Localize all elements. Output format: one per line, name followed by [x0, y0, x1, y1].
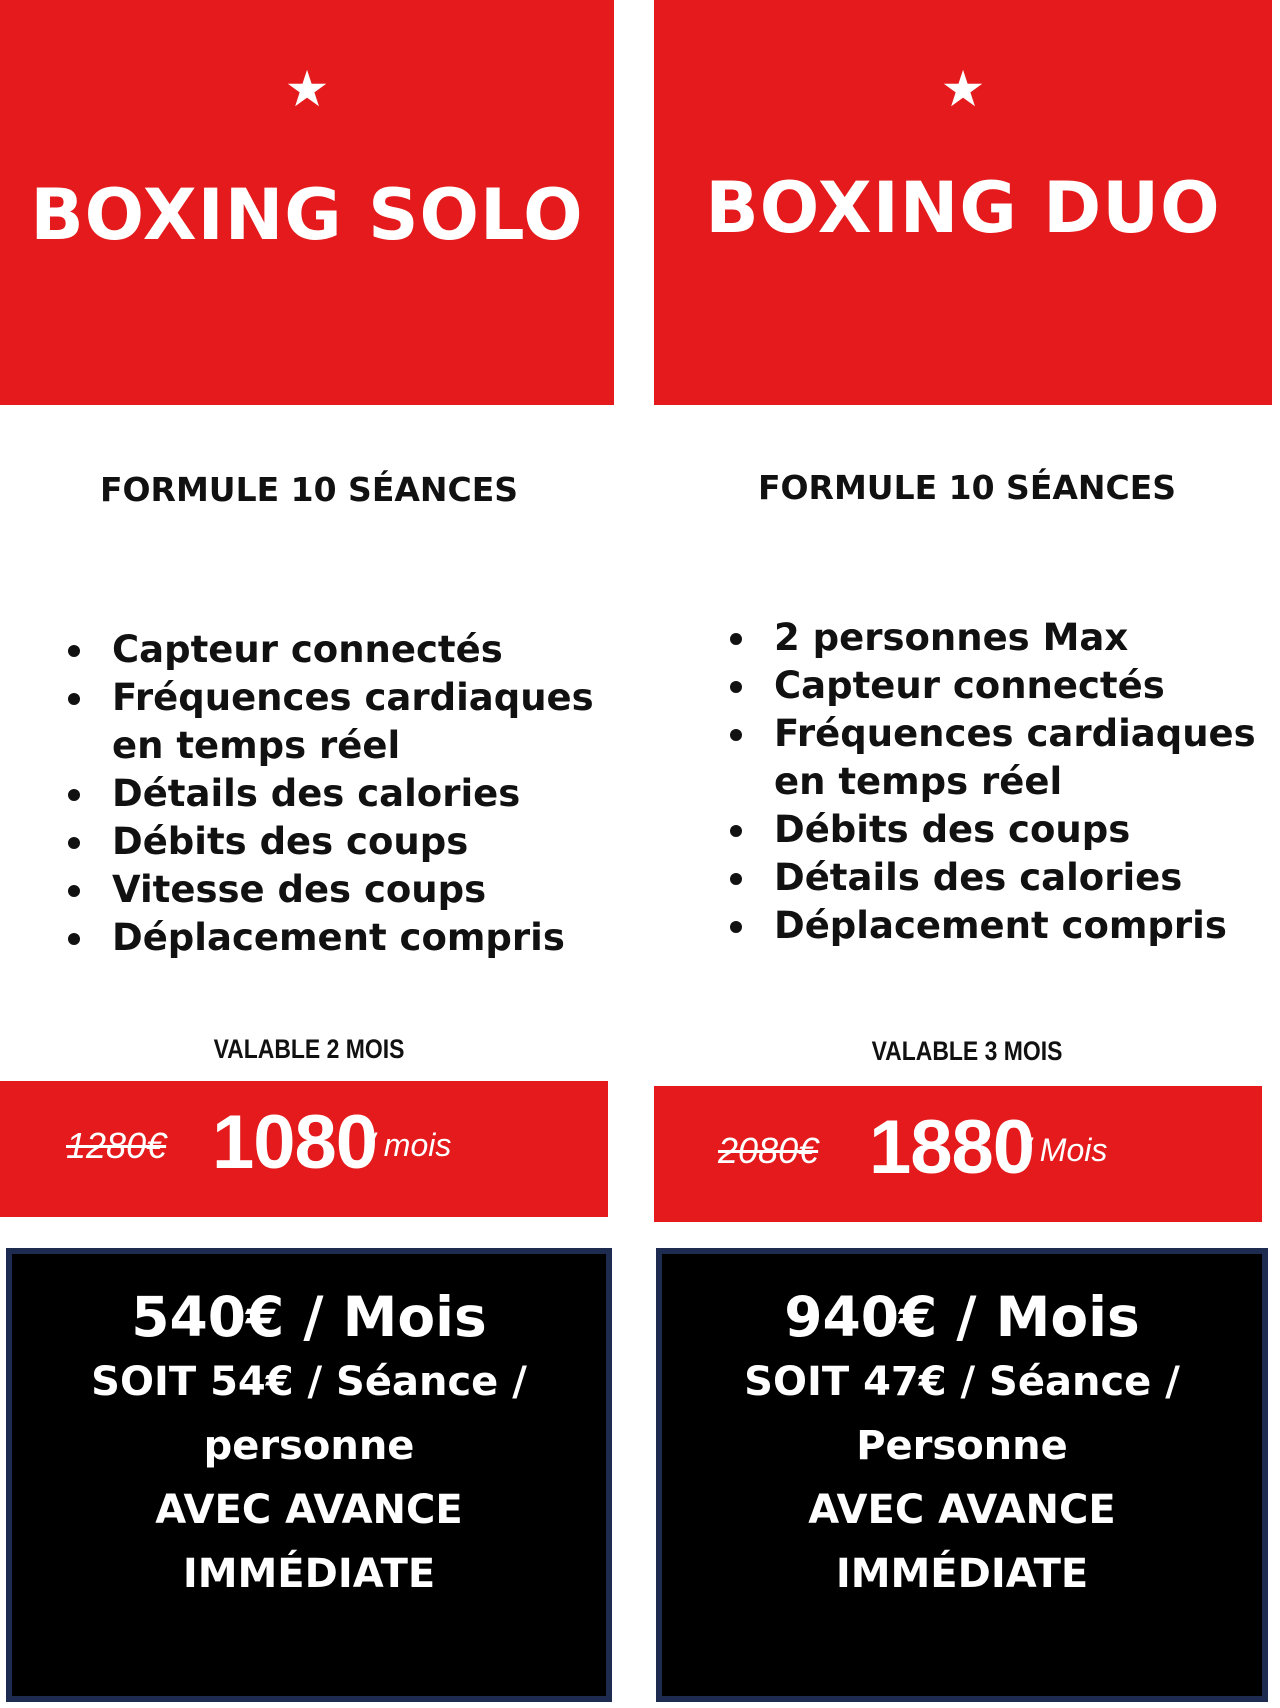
pricing-card-solo: [0, 0, 618, 1708]
price-bar: [654, 1086, 1262, 1222]
star-icon: ★: [284, 60, 330, 118]
feature-item: Détails des calories: [62, 770, 602, 818]
feature-list: [62, 626, 602, 962]
validity-label: VALABLE 3 MOIS: [871, 1036, 1063, 1066]
promo-line: Personne: [856, 1423, 1068, 1469]
promo-line: IMMÉDIATE: [835, 1551, 1089, 1597]
star-icon: ★: [940, 60, 986, 118]
feature-item: Détails des calories: [724, 854, 1264, 902]
feature-item: Débits des coups: [62, 818, 602, 866]
feature-item: Déplacement compris: [62, 914, 602, 962]
new-price: 1080: [212, 1100, 378, 1185]
price-bar: [0, 1081, 608, 1217]
promo-main-price: 540€ / Mois: [131, 1285, 487, 1349]
price-period: / Mois: [1022, 1132, 1108, 1168]
validity-label: VALABLE 2 MOIS: [213, 1034, 405, 1064]
promo-box: [6, 1248, 612, 1702]
feature-item: Capteur connectés: [62, 626, 602, 674]
promo-line: AVEC AVANCE: [808, 1487, 1116, 1533]
feature-item: Vitesse des coups: [62, 866, 602, 914]
promo-box: [656, 1248, 1268, 1702]
promo-line: SOIT 54€ / Séance /: [91, 1359, 527, 1405]
plan-title: BOXING DUO: [705, 167, 1221, 249]
promo-line: personne: [203, 1423, 415, 1469]
feature-item: 2 personnes Max: [724, 614, 1264, 662]
price-period: / mois: [366, 1127, 452, 1163]
new-price: 1880: [869, 1105, 1035, 1190]
feature-item: Fréquences cardiaques en temps réel: [62, 674, 602, 770]
promo-main-price: 940€ / Mois: [784, 1285, 1140, 1349]
feature-item: Capteur connectés: [724, 662, 1264, 710]
plan-subtitle: FORMULE 10 SÉANCES: [757, 468, 1177, 507]
card-header: [0, 0, 614, 405]
card-header: [654, 0, 1272, 405]
plan-title: BOXING SOLO: [30, 174, 584, 256]
pricing-card-duo: [654, 0, 1280, 1708]
promo-line: IMMÉDIATE: [182, 1551, 436, 1597]
feature-item: Déplacement compris: [724, 902, 1264, 950]
old-price: 2080€: [718, 1130, 819, 1171]
feature-item: Débits des coups: [724, 806, 1264, 854]
promo-line: SOIT 47€ / Séance /: [744, 1359, 1180, 1405]
feature-list: [724, 614, 1264, 950]
old-price: 1280€: [66, 1125, 167, 1166]
feature-item: Fréquences cardiaques en temps réel: [724, 710, 1264, 806]
plan-subtitle: FORMULE 10 SÉANCES: [99, 470, 519, 509]
promo-line: AVEC AVANCE: [155, 1487, 463, 1533]
